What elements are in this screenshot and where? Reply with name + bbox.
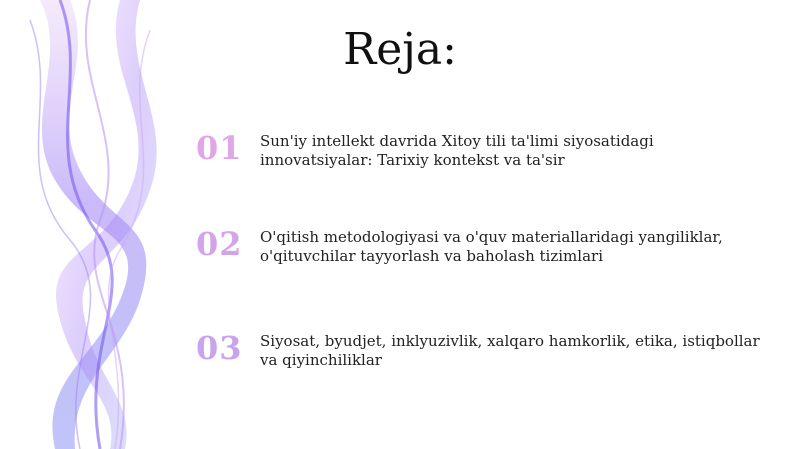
agenda-item-number: 01 [196, 129, 243, 167]
agenda-item-number: 03 [196, 329, 243, 367]
slide-title: Reja: [343, 24, 457, 75]
agenda-item-text: Siyosat, byudjet, inklyuzivlik, xalqaro hamkorlik, etika, istiqbollar va qiyinchiliklar [260, 332, 760, 369]
agenda-item-number: 02 [196, 225, 243, 263]
decorative-smoke-ribbon [0, 0, 200, 449]
agenda-item-text: Sun'iy intellekt davrida Xitoy tili ta'limi siyosatidagi innovatsiyalar: Tarixiy kontekst va ta'sir [260, 132, 654, 169]
agenda-item-text: O'qitish metodologiyasi va o'quv materiallaridagi yangiliklar, o'qituvchilar tayyorlash va baholash tizimlari [260, 228, 723, 265]
